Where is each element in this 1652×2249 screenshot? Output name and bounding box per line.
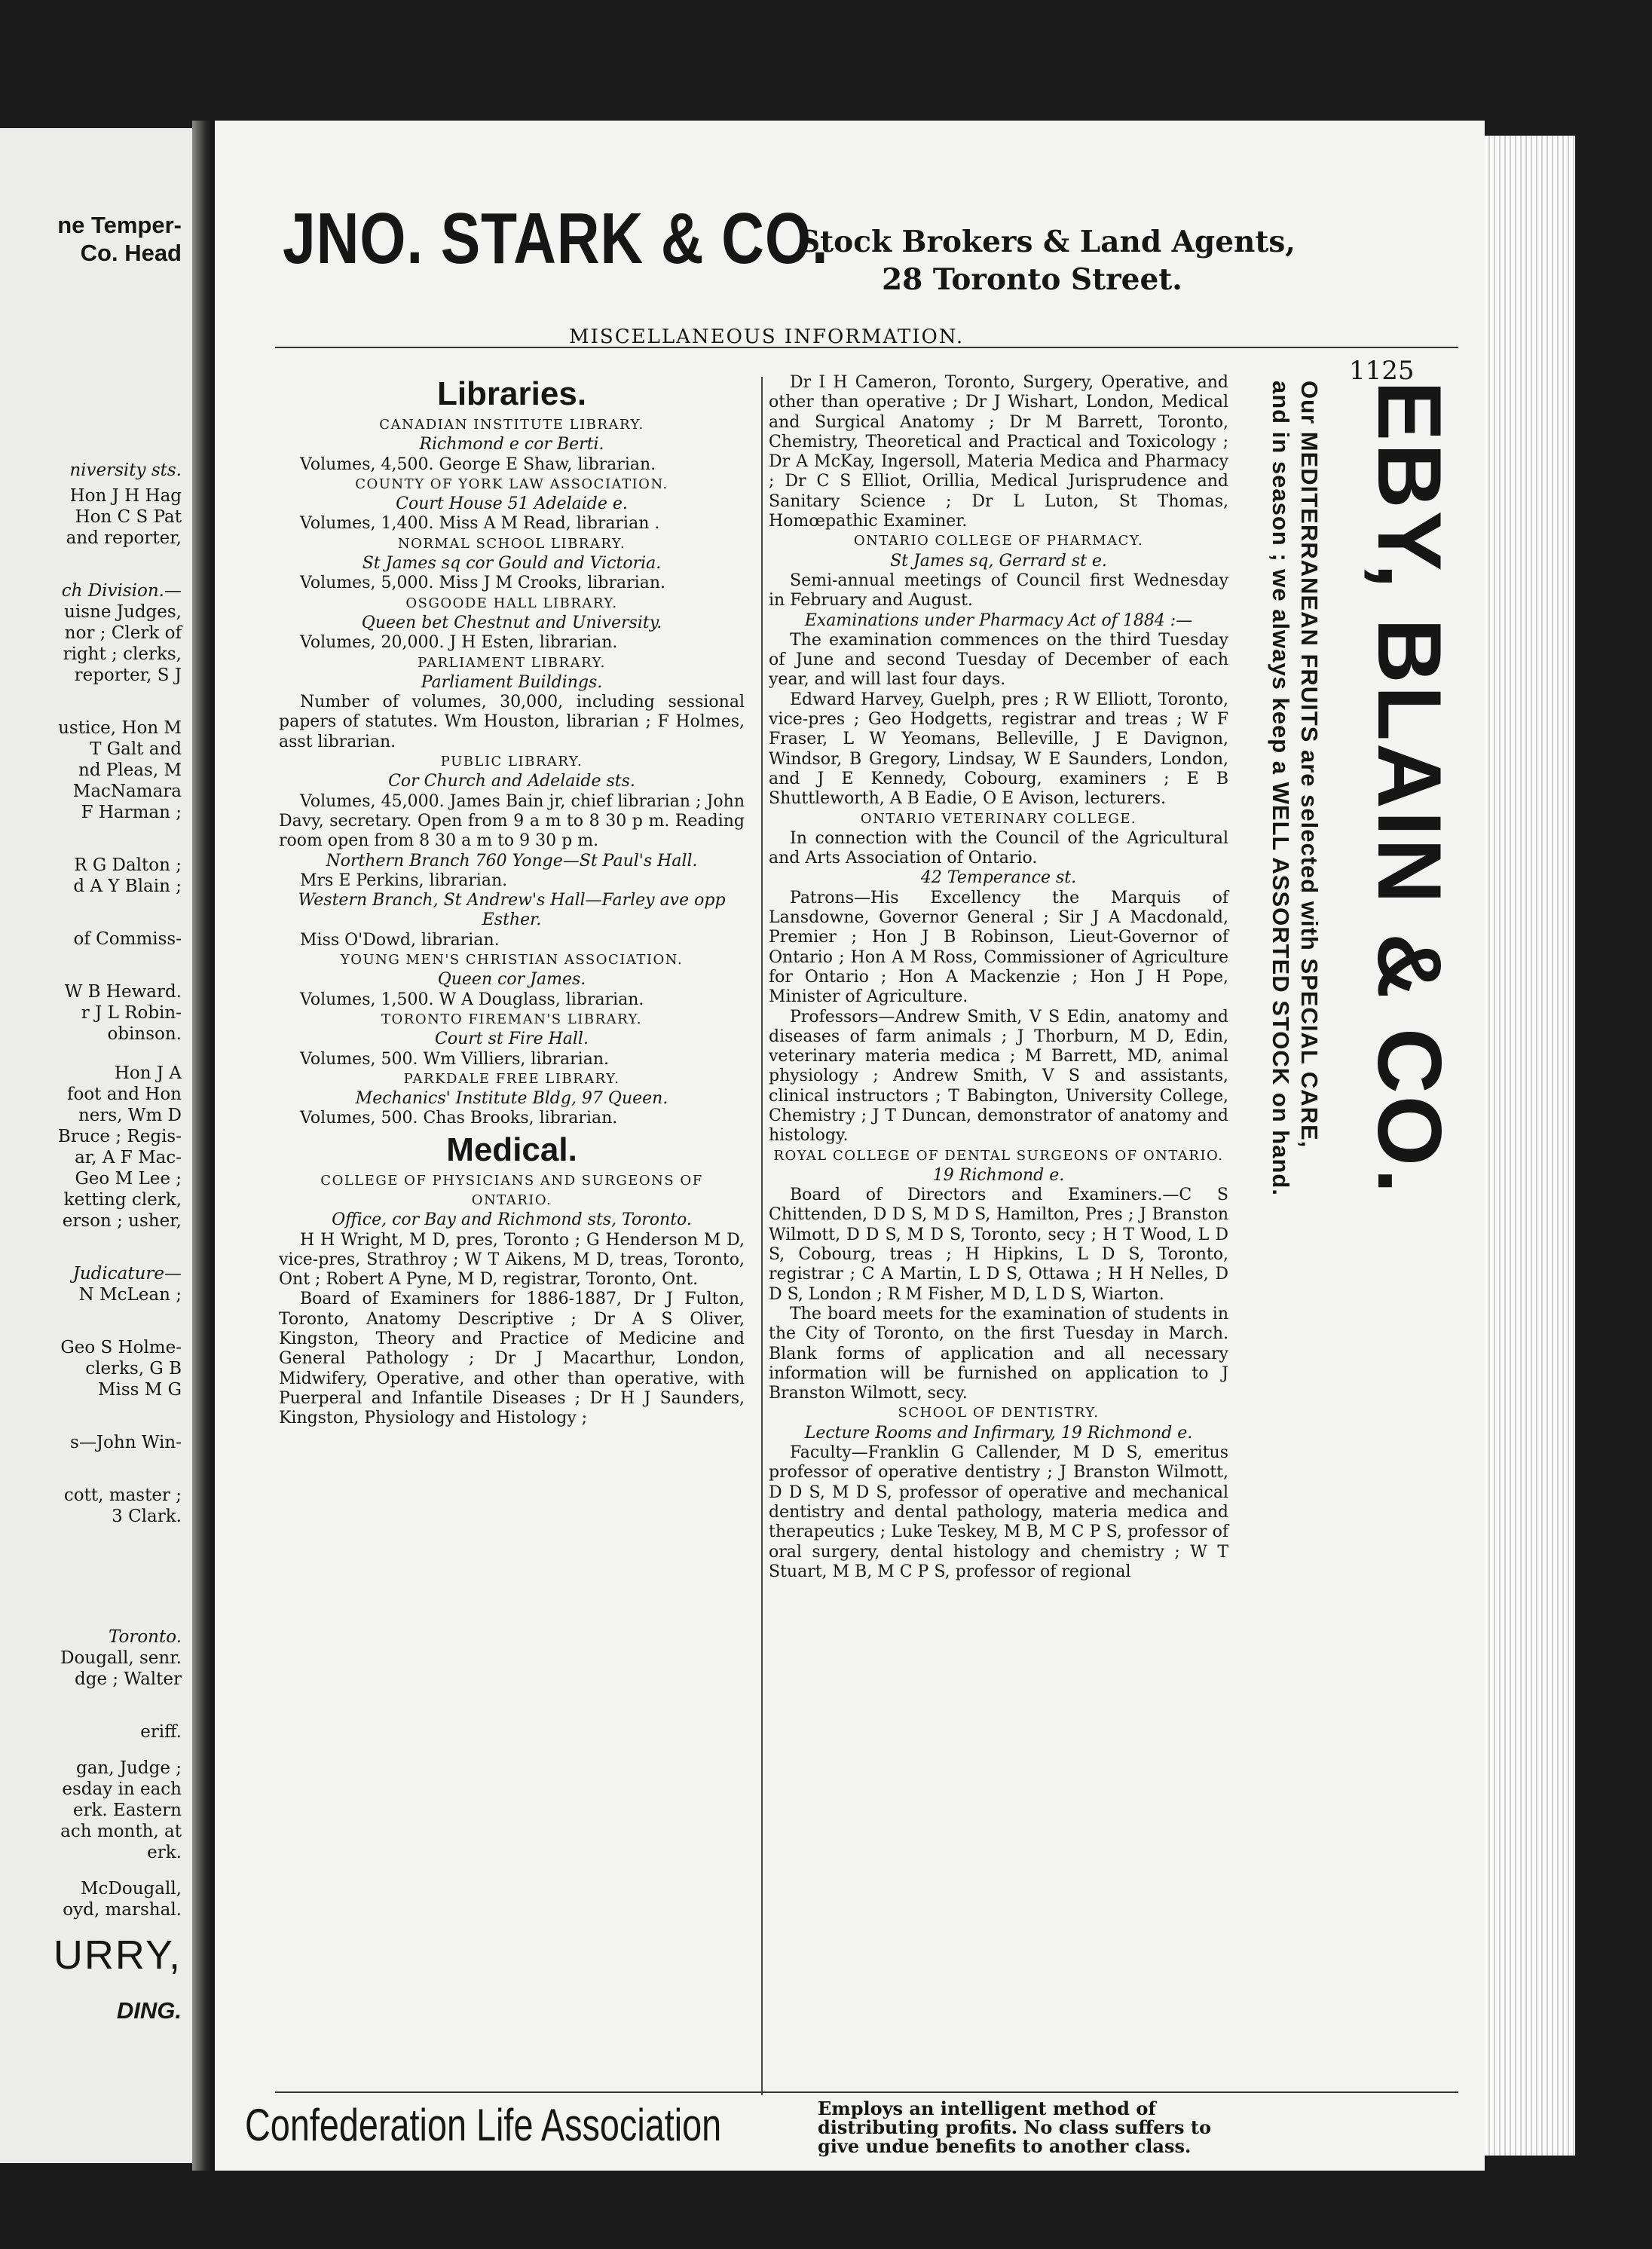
- left-page-line: clerks, G B: [85, 1359, 182, 1378]
- entry-location: 42 Temperance st.: [920, 868, 1077, 888]
- left-page-line: Miss M G: [97, 1380, 182, 1400]
- entry-text: Semi-annual meetings of Council first Wednesday in February and August.: [769, 571, 1228, 610]
- entry-heading: SCHOOL OF DENTISTRY.: [898, 1405, 1100, 1421]
- entry-heading: YOUNG MEN'S CHRISTIAN ASSOCIATION.: [340, 952, 684, 968]
- left-page-line: eriff.: [140, 1722, 182, 1742]
- entry-text: Mrs E Perkins, librarian.: [300, 871, 508, 890]
- entry-text: Professors—Andrew Smith, V S Edin, anatomy and diseases of farm animals ; J Thorburn, M D, Edin, veterinary materia medica ; M Barrett, MD, animal physiology ; Andrew Smith, V S and assistants, clinical instructors ; T Babington, University College, Chemistry ; J T Duncan, demonstrator of anatomy and histology.: [769, 1007, 1228, 1146]
- entry-location: Court House 51 Adelaide e.: [396, 494, 628, 514]
- entry-text: Volumes, 4,500. George E Shaw, librarian.: [300, 454, 656, 474]
- right-column: [769, 373, 1228, 1582]
- left-page-line: uisne Judges,: [64, 602, 182, 622]
- entry-text: Faculty—Franklin G Callender, M D S, emeritus professor of operative dentistry ; J Branston Wilmott, D D S, M D S, professor of operative and mechanical dentistry and dental pathology, materia medica and therapeutics ; Luke Teskey, M B, M C P S, professor of oral surgery, dental histology and chemistry ; W T Stuart, M B, M C P S, professor of regional: [769, 1443, 1228, 1581]
- entry-location: Mechanics' Institute Bldg, 97 Queen.: [355, 1089, 668, 1109]
- entry-location: Court st Fire Hall.: [435, 1030, 589, 1049]
- entry-heading: PARLIAMENT LIBRARY.: [418, 654, 606, 671]
- entry-heading: ROYAL COLLEGE OF DENTAL SURGEONS OF ONTARIO.: [773, 1147, 1224, 1164]
- entry-heading: ONTARIO VETERINARY COLLEGE.: [860, 810, 1137, 827]
- left-page-line: ners, Wm D: [78, 1106, 182, 1125]
- left-page-line: Toronto.: [108, 1627, 182, 1647]
- entry-location: Office, cor Bay and Richmond sts, Toronto.: [332, 1210, 692, 1230]
- entry-location: Western Branch, St Andrew's Hall—Farley ave opp Esther.: [298, 891, 726, 930]
- side-advert: [1247, 381, 1473, 2084]
- entry-text: Board of Examiners for 1886-1887, Dr J Fulton, Toronto, Anatomy Descriptive ; Dr A S Oliver, Kingston, Theory and Practice of Medicine and General Pathology ; Dr J Macarthur, London, Midwifery, Operative, and other than operative, with Puerperal and Infantile Diseases ; Dr H J Saunders, Kingston, Physiology and Histology ;: [279, 1290, 745, 1428]
- left-page-line: Judicature—: [72, 1264, 182, 1284]
- left-page-line: N McLean ;: [78, 1285, 182, 1305]
- left-page-line: erson ; usher,: [62, 1211, 182, 1231]
- entry-heading: CANADIAN INSTITUTE LIBRARY.: [379, 417, 644, 433]
- running-head: MISCELLANEOUS INFORMATION.: [569, 326, 965, 348]
- left-page-line: s—John Win-: [70, 1433, 182, 1452]
- left-page-line: nor ; Clerk of: [64, 623, 182, 643]
- left-column: [279, 373, 745, 1429]
- entry-location: Parliament Buildings.: [421, 672, 603, 692]
- entry-text: Volumes, 500. Chas Brooks, librarian.: [300, 1109, 618, 1128]
- top-advert-name: JNO. STARK & CO.: [283, 198, 829, 279]
- footer-rule: [275, 2091, 1458, 2093]
- left-page-line: F Harman ;: [81, 803, 182, 822]
- entry-text: Edward Harvey, Guelph, pres ; R W Elliott, Toronto, vice-pres ; Geo Hodgetts, registrar and treas ; W F Fraser, L W Yeomans, Belleville, J E Davignon, Windsor, B Gregory, Lindsay, W E Saunders, London, and J E Kennedy, Cobourg, examiners ; E B Shuttleworth, A B Eadie, O E Avison, lecturers.: [769, 690, 1228, 809]
- entry-location: Northern Branch 760 Yonge—St Paul's Hall.: [326, 851, 698, 871]
- entry-text: In connection with the Council of the Agricultural and Arts Association of Ontario.: [769, 828, 1228, 868]
- entry-heading: TORONTO FIREMAN'S LIBRARY.: [381, 1011, 642, 1027]
- left-page-line: R G Dalton ;: [74, 855, 182, 875]
- entry-text: Patrons—His Excellency the Marquis of Lansdowne, Governor General ; Sir J A Macdonald, Premier ; Hon J B Robinson, Lieut-Governor of Ontario ; Hon A M Ross, Commissioner of Agriculture for Ontario ; Hon A Mackenzie ; Hon J H Pope, Minister of Agriculture.: [769, 888, 1228, 1007]
- directory-page: [215, 121, 1485, 2171]
- column-divider: [761, 377, 763, 2095]
- entry-location: Richmond e cor Berti.: [419, 435, 604, 454]
- bottom-advert-name: Confederation Life Association: [245, 2100, 722, 2150]
- left-page-line: dge ; Walter: [75, 1669, 182, 1689]
- section-heading: Medical.: [446, 1131, 577, 1168]
- left-page-line: gan, Judge ;: [75, 1758, 182, 1778]
- book-gutter: [192, 121, 215, 2171]
- top-advert-line-2: 28 Toronto Street.: [882, 262, 1182, 297]
- page-edges: [1485, 136, 1575, 2156]
- entry-heading: OSGOODE HALL LIBRARY.: [405, 595, 618, 611]
- entry-text: Board of Directors and Examiners.—C S Chittenden, D D S, M D S, Hamilton, Pres ; J Branston Wilmott, D D S, M D S, Toronto, secy ; H T Wood, L D S, Cobourg, treas ; H Hipkins, L D S, Toronto, registrar ; C A Martin, L D S, Ottawa ; H H Nelles, D D S, London ; R M Fisher, M D, L D S, Wiarton.: [769, 1186, 1228, 1304]
- left-page-line: ustice, Hon M: [58, 718, 182, 738]
- entry-text: The board meets for the examination of students in the City of Toronto, on the first Tuesday in March. Blank forms of application and all necessary information will be furnished on application to J Branston Wilmott, secy.: [769, 1304, 1228, 1403]
- left-page-line: Dougall, senr.: [60, 1648, 182, 1668]
- entry-text: Volumes, 20,000. J H Esten, librarian.: [300, 633, 618, 653]
- entry-text: The examination commences on the third Tuesday of June and second Tuesday of December of each year, and will last four days.: [769, 630, 1228, 690]
- entry-location: Cor Church and Adelaide sts.: [388, 772, 635, 791]
- left-page-line: W B Heward.: [64, 982, 182, 1002]
- entry-heading: PUBLIC LIBRARY.: [440, 754, 583, 770]
- top-advert-line-1: Stock Brokers & Land Agents,: [799, 225, 1296, 259]
- left-page-line: ach month, at: [60, 1822, 182, 1841]
- left-page-line: Co. Head: [80, 240, 182, 266]
- left-page-line: niversity sts.: [69, 461, 182, 480]
- entry-text: Volumes, 500. Wm Villiers, librarian.: [300, 1049, 609, 1069]
- left-page-line: of Commiss-: [73, 929, 182, 949]
- section-heading: Libraries.: [436, 375, 587, 412]
- entry-location: Lecture Rooms and Infirmary, 19 Richmond e.: [804, 1423, 1193, 1443]
- left-page-line: erk.: [147, 1843, 182, 1862]
- left-page-line: ar, A F Mac-: [75, 1148, 182, 1167]
- entry-text: H H Wright, M D, pres, Toronto ; G Henderson M D, vice-pres, Strathroy ; W T Aikens, M D, treas, Toronto, Ont ; Robert A Pyne, M D, registrar, Toronto, Ont.: [279, 1230, 745, 1290]
- entry-text: Volumes, 5,000. Miss J M Crooks, librarian.: [300, 574, 665, 593]
- left-page-line: Hon J H Hag: [69, 486, 182, 506]
- entry-text: Volumes, 1,500. W A Douglass, librarian.: [300, 990, 644, 1009]
- header-rule: [275, 347, 1458, 348]
- entry-heading: ONTARIO COLLEGE OF PHARMACY.: [853, 533, 1144, 549]
- left-page-line: ketting clerk,: [63, 1190, 182, 1210]
- side-advert-text-2: and in season ; we always keep a WELL ASSORTED STOCK on hand.: [1268, 381, 1294, 1196]
- left-page-line: McDougall,: [81, 1879, 182, 1899]
- left-page-line: esday in each: [62, 1779, 182, 1799]
- left-page-line: Geo M Lee ;: [75, 1169, 182, 1189]
- bottom-advert-text: Employs an intelligent method of distributing profits. No class suffers to give undue benefits to another class.: [818, 2098, 1211, 2157]
- left-page-line: Bruce ; Regis-: [57, 1127, 182, 1146]
- left-page-line: oyd, marshal.: [63, 1900, 182, 1920]
- entry-heading: NORMAL SCHOOL LIBRARY.: [397, 535, 626, 552]
- left-page-line: Hon J A: [114, 1063, 182, 1083]
- left-page-line: and reporter,: [66, 528, 182, 548]
- left-page-line: d A Y Blain ;: [73, 877, 182, 896]
- left-page-line: Geo S Holme-: [60, 1338, 182, 1357]
- entry-heading: PARKDALE FREE LIBRARY.: [403, 1070, 620, 1087]
- entry-text: Miss O'Dowd, librarian.: [300, 930, 500, 950]
- left-facing-page: [0, 128, 192, 2163]
- entry-location: Examinations under Pharmacy Act of 1884 :—: [804, 610, 1193, 630]
- left-page-line: nd Pleas, M: [78, 760, 182, 780]
- entry-location: St James sq, Gerrard st e.: [890, 551, 1107, 571]
- entry-text: Number of volumes, 30,000, including sessional papers of statutes. Wm Houston, librarian ; F Holmes, asst librarian.: [279, 693, 745, 751]
- left-page-line: obinson.: [107, 1024, 182, 1044]
- entry-text: Volumes, 1,400. Miss A M Read, librarian .: [300, 514, 660, 534]
- entry-location: Queen bet Chestnut and University.: [361, 613, 662, 632]
- left-page-line: right ; clerks,: [63, 644, 182, 664]
- page-number: 1125: [1349, 356, 1415, 386]
- entry-heading: COLLEGE OF PHYSICIANS AND SURGEONS OF ONTARIO.: [320, 1172, 703, 1208]
- left-page-line: ne Temper-: [57, 212, 182, 238]
- left-page-line: erk. Eastern: [72, 1801, 182, 1820]
- entry-heading: COUNTY OF YORK LAW ASSOCIATION.: [355, 476, 668, 492]
- entry-location: St James sq cor Gould and Victoria.: [362, 554, 662, 574]
- side-advert-text-1: Our MEDITERRANEAN FRUITS are selected with SPECIAL CARE,: [1296, 381, 1323, 1149]
- left-page-line: 3 Clark.: [112, 1507, 182, 1526]
- left-page-line: foot and Hon: [66, 1085, 182, 1104]
- side-advert-name: EBY, BLAIN & CO.: [1359, 381, 1460, 1196]
- left-page-line: DING.: [116, 1997, 182, 2024]
- entry-text: Volumes, 45,000. James Bain jr, chief librarian ; John Davy, secretary. Open from 9 a m to 8 30 p m. Reading room open from 8 30 a m to 9 30 p m.: [279, 791, 745, 851]
- left-page-line: reporter, S J: [74, 666, 182, 685]
- left-page-line: MacNamara: [72, 782, 182, 801]
- left-page-line: T Galt and: [90, 739, 182, 759]
- left-page-line: cott, master ;: [63, 1486, 182, 1505]
- left-page-line: Hon C S Pat: [75, 507, 182, 527]
- entry-text: Dr I H Cameron, Toronto, Surgery, Operative, and other than operative ; Dr J Wishart, London, Medical and Surgical Anatomy ; Dr M Barrett, Toronto, Chemistry, Theoretical and Practical and Toxicology ; Dr A McKay, Ingersoll, Materia Medica and Pharmacy ; Dr C S Elliot, Orillia, Medical Jurisprudence and Sanitary Science ; Dr L Luton, St Thomas, Homœpathic Examiner.: [769, 373, 1228, 531]
- left-page-line: URRY,: [53, 1932, 182, 1978]
- entry-location: 19 Richmond e.: [932, 1165, 1065, 1185]
- left-page-line: ch Division.—: [61, 581, 182, 601]
- entry-location: Queen cor James.: [437, 970, 586, 990]
- left-page-line: r J L Robin-: [81, 1003, 182, 1023]
